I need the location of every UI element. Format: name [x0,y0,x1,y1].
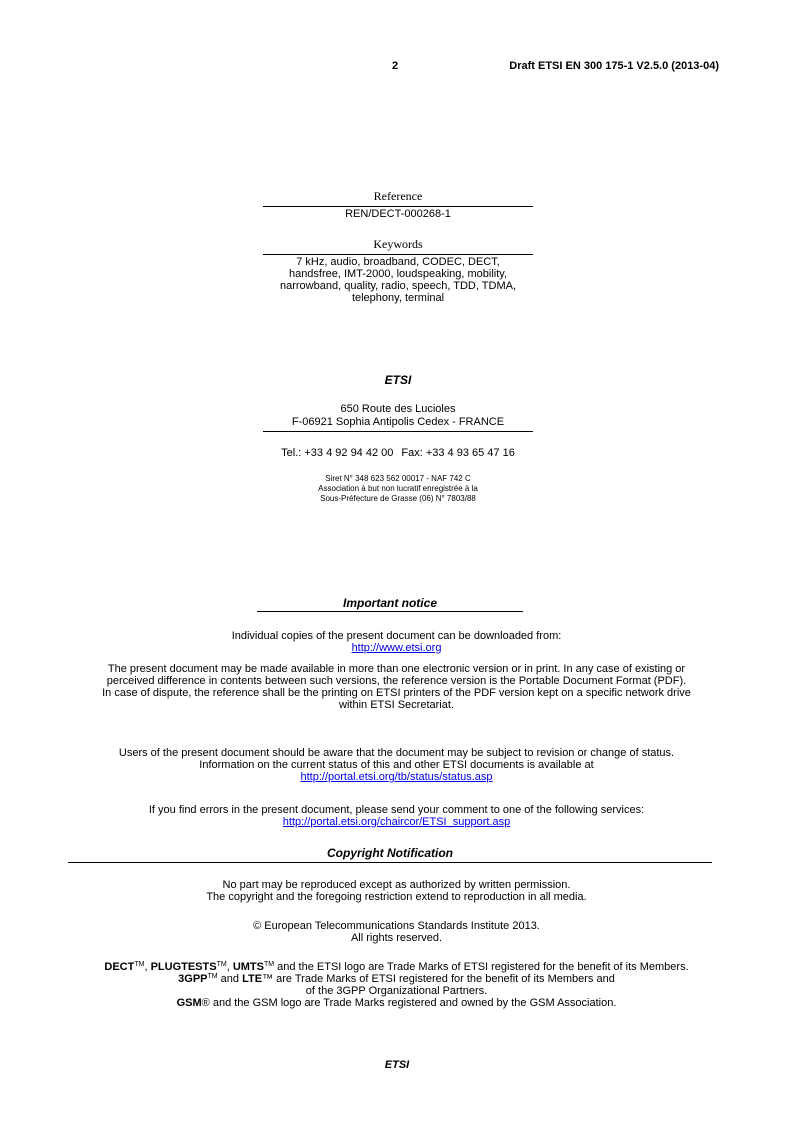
reference-value: REN/DECT-000268-1 [345,208,451,220]
keywords-line: narrowband, quality, radio, speech, TDD, TDMA, [280,280,516,292]
registration-line: Siret N° 348 623 562 00017 - NAF 742 C [325,474,471,483]
trademarks-line: DECT™, PLUGTESTS™, UMTS™ and the ETSI logo are Trade Marks of ETSI registered for the benefit of its Members. [104,961,689,973]
tm-superscript: TM [134,961,145,968]
reproduction-line: The copyright and the foregoing restriction extend to reproduction in all media. [206,891,587,903]
keywords-line: telephony, terminal [351,292,445,304]
page-number: 2 [392,60,399,72]
versions-line: within ETSI Secretariat. [339,699,454,711]
etsi-heading: ETSI [384,373,412,387]
copyright-divider [68,862,712,863]
support-link[interactable]: http://portal.etsi.org/chaircor/ETSI_support.asp [282,816,511,828]
keywords-divider [263,254,533,255]
download-text: Individual copies of the present document can be downloaded from: [231,630,562,642]
errors-paragraph [60,804,733,828]
versions-paragraph [60,663,733,711]
trademarks-paragraph [60,961,733,1009]
trademarks-text: ™ are Trade Marks of ETSI registered for the benefit of its Members and [262,973,615,985]
important-notice-title: Important notice [342,596,437,610]
address-line-1: 650 Route des Lucioles [340,403,456,415]
status-line: Users of the present document should be aware that the document may be subject to revision or change of status. [118,747,675,759]
dect-mark: DECT [104,961,135,973]
tm-superscript: TM [216,961,227,968]
telephone: Tel.: +33 4 92 94 42 00 [281,447,394,459]
rights-line: © European Telecommunications Standards Institute 2013. [253,920,540,932]
trademarks-text: and [217,973,243,985]
copyright-title: Copyright Notification [327,846,453,860]
versions-line: The present document may be made available in more than one electronic version or in print. In any case of existing or [107,663,686,675]
lte-mark: LTE [242,973,263,985]
registration-line: Association à but non lucratif enregistrée à la [318,484,478,493]
reference-label: Reference [373,189,423,203]
status-link[interactable]: http://portal.etsi.org/tb/status/status.asp [300,771,493,783]
contact-numbers [250,447,546,459]
trademarks-text: ® and the GSM logo are Trade Marks registered and owned by the GSM Association. [201,997,617,1009]
versions-line: In case of dispute, the reference shall be the printing on ETSI printers of the PDF version kept on a specific network drive [102,687,691,699]
fax: Fax: +33 4 93 65 47 16 [401,447,515,459]
address-divider [263,431,533,432]
registration-line: Sous-Préfecture de Grasse (06) N° 7803/88 [320,494,476,503]
rights-line: All rights reserved. [350,932,443,944]
versions-line: perceived difference in contents between such versions, the reference version is the Portable Document Format (PDF). [106,675,687,687]
tm-superscript: TM [207,973,218,980]
trademarks-line [60,997,733,1009]
status-line: Information on the current status of this and other ETSI documents is available at [199,759,594,771]
footer-etsi: ETSI [384,1059,410,1071]
reproduction-line: No part may be reproduced except as authorized by written permission. [222,879,571,891]
trademarks-line [60,973,733,985]
important-notice-divider [257,611,523,612]
keywords-line: 7 kHz, audio, broadband, CODEC, DECT, [296,256,500,268]
download-paragraph [60,630,733,654]
document-title: Draft ETSI EN 300 175-1 V2.5.0 (2013-04) [509,60,719,72]
3gpp-mark: 3GPP [178,973,208,985]
keywords-list [263,256,533,304]
status-paragraph [60,747,733,783]
rights-paragraph [60,920,733,944]
trademarks-line: of the 3GPP Organizational Partners. [305,985,488,997]
reproduction-paragraph [60,879,733,903]
tm-superscript: TM [263,961,275,968]
reference-divider [263,206,533,207]
umts-mark: UMTS [232,961,264,973]
trademarks-text: and the ETSI logo are Trade Marks of ETSI registered for the benefit of its Members. [274,961,689,973]
errors-text: If you find errors in the present document, please send your comment to one of the following services: [148,804,645,816]
plugtests-mark: PLUGTESTS [150,961,217,973]
address-line-2: F-06921 Sophia Antipolis Cedex - FRANCE [291,416,505,428]
registration-info [250,474,546,504]
etsi-website-link[interactable]: http://www.etsi.org [351,642,442,654]
keywords-line: handsfree, IMT-2000, loudspeaking, mobility, [288,268,508,280]
gsm-mark: GSM [176,997,202,1009]
keywords-label: Keywords [373,237,423,251]
